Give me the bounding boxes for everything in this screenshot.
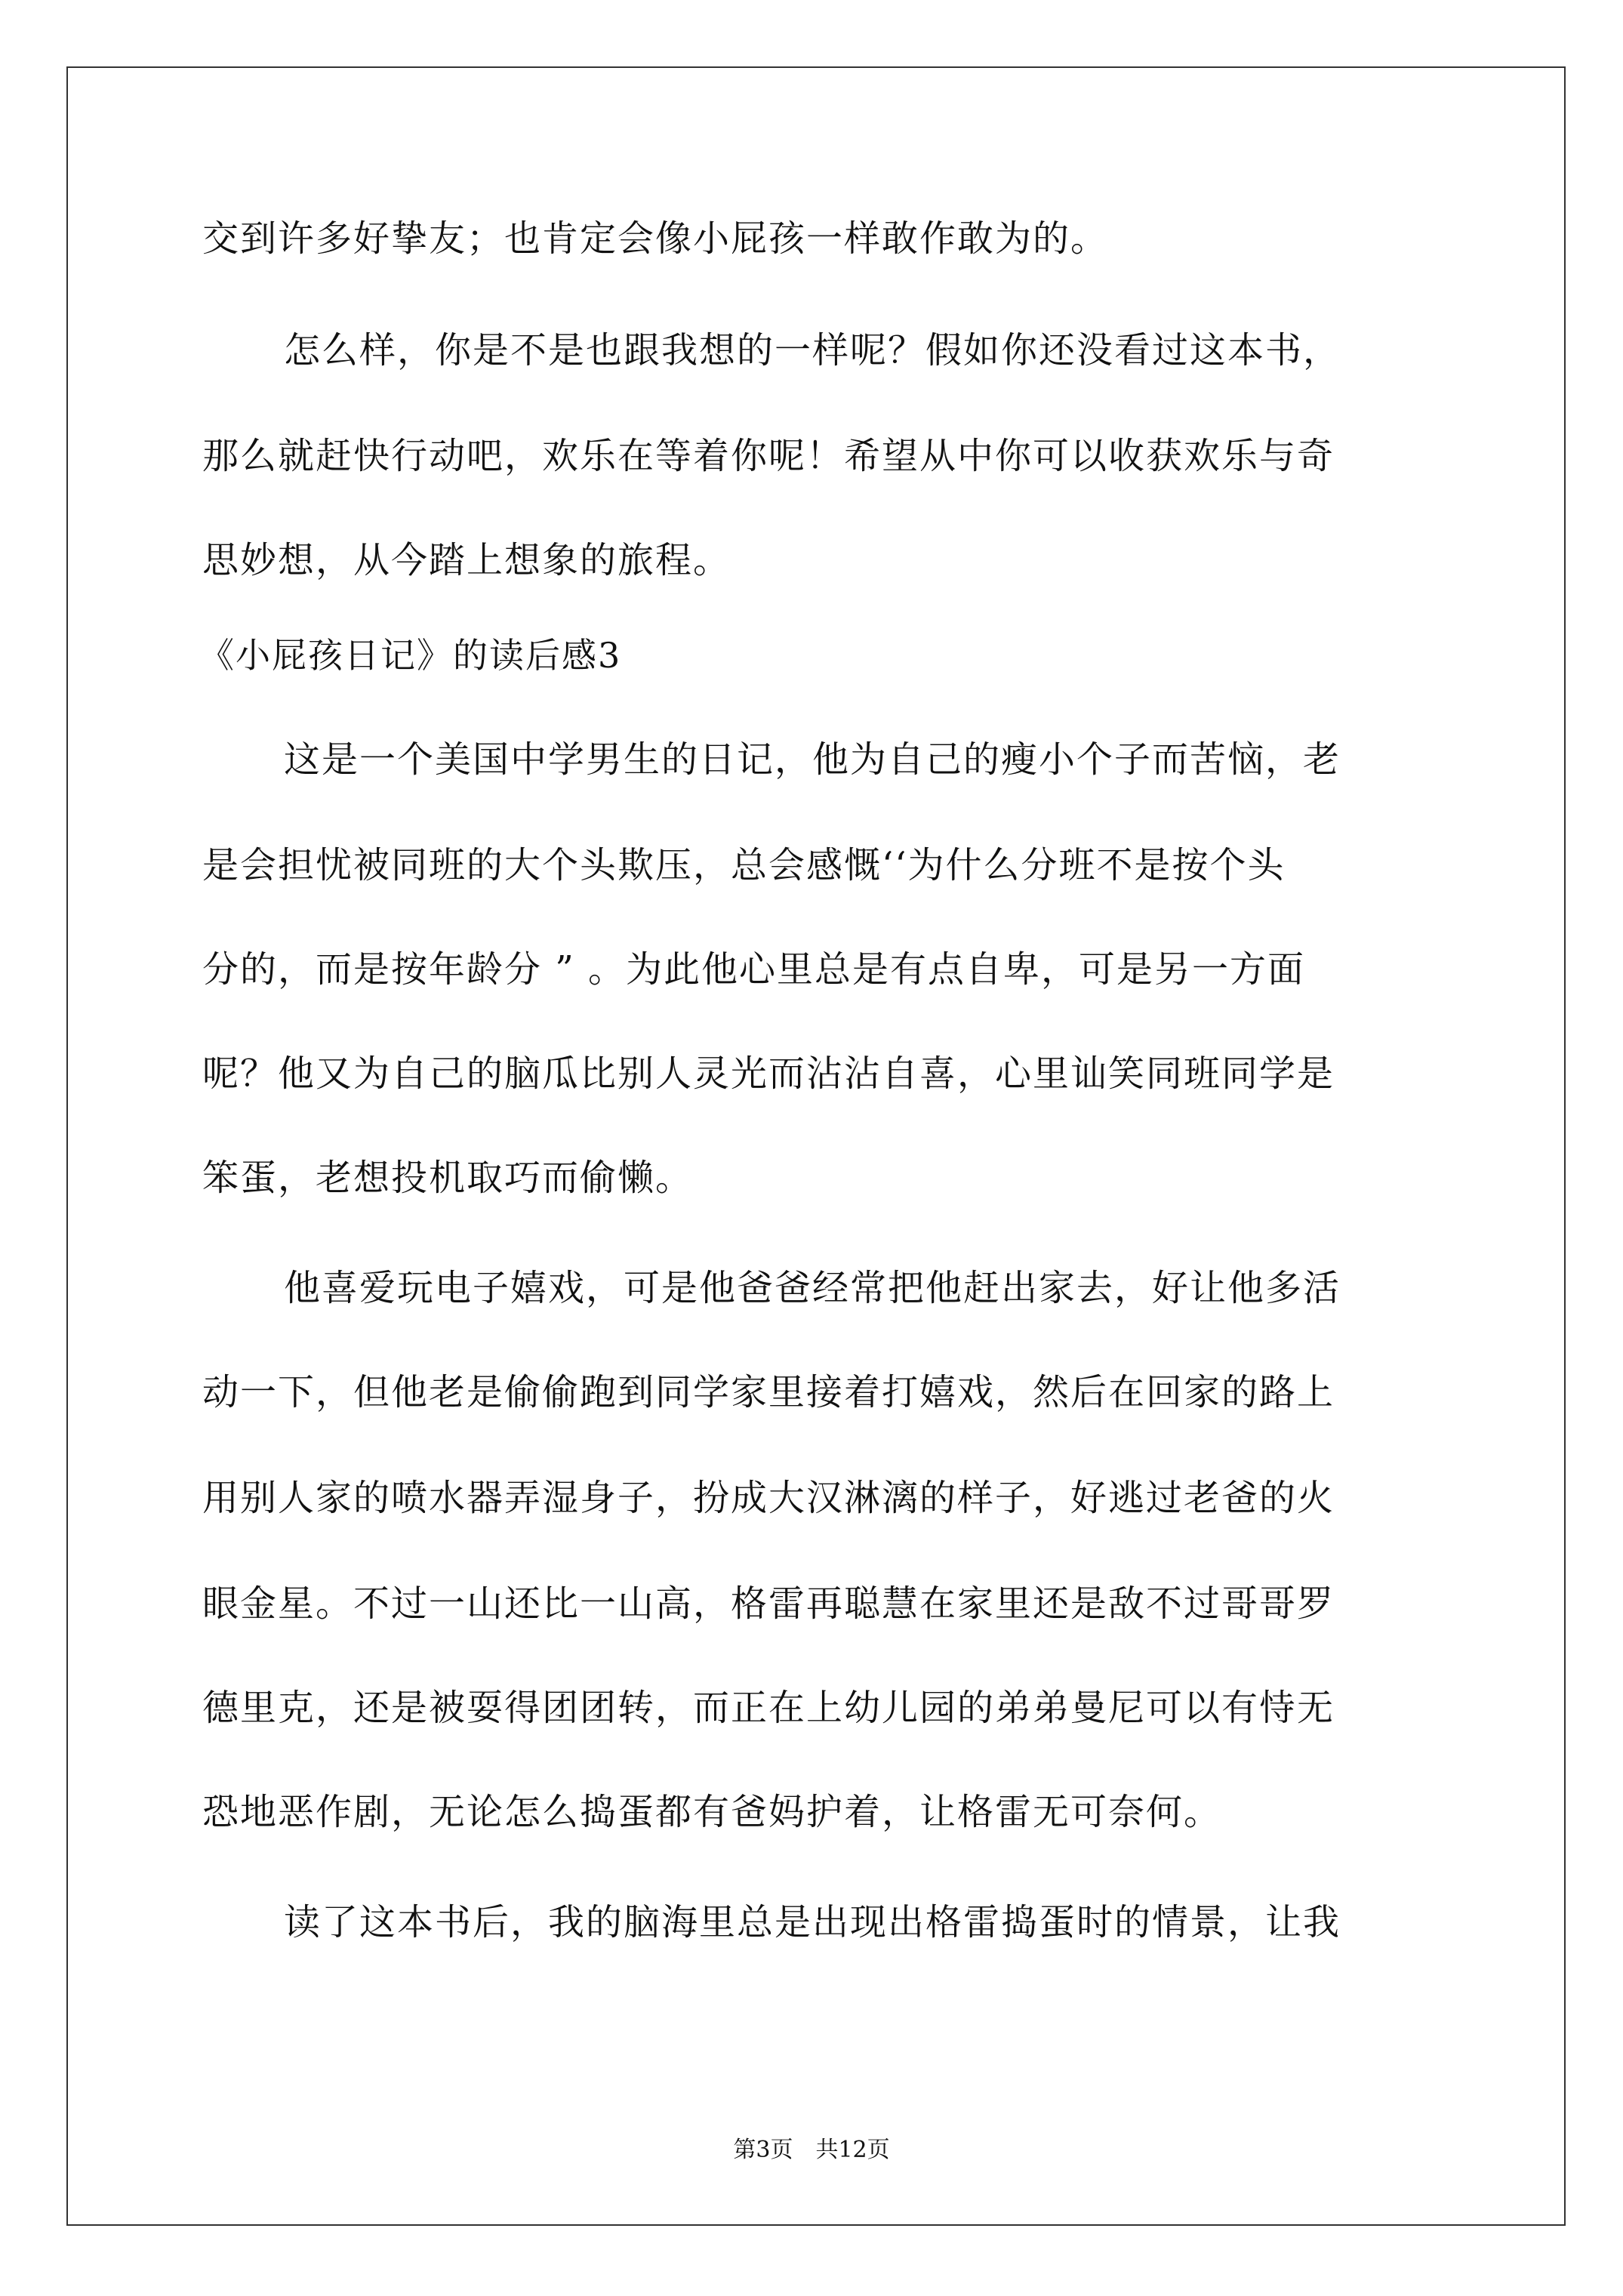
section-heading: 《小屁孩日记》的读后感3 bbox=[199, 635, 622, 676]
text-line: 分的，而是按年龄分 ” 。为此他心里总是有点自卑，可是另一方面 bbox=[202, 948, 1306, 991]
text-line: 动一下，但他老是偷偷跑到同学家里接着打嬉戏，然后在回家的路上 bbox=[202, 1371, 1335, 1413]
text-line: 交到许多好挚友；也肯定会像小屁孩一样敢作敢为的。 bbox=[202, 217, 1109, 260]
text-line: 他喜爱玩电子嬉戏，可是他爸爸经常把他赶出家去，好让他多活 bbox=[284, 1267, 1341, 1309]
page-number: 第3页 共12页 bbox=[733, 2137, 890, 2163]
text-line: 是会担忧被同班的大个头欺压，总会感慨‘‘为什么分班不是按个头 bbox=[202, 844, 1286, 886]
text-line: 恐地恶作剧，无论怎么捣蛋都有爸妈护着，让格雷无可奈何。 bbox=[202, 1791, 1222, 1833]
text-line: 笨蛋，老想投机取巧而偷懒。 bbox=[202, 1157, 694, 1199]
text-line: 读了这本书后，我的脑海里总是出现出格雷捣蛋时的情景，让我 bbox=[284, 1901, 1341, 1943]
text-line: 眼金星。不过一山还比一山高，格雷再聪慧在家里还是敌不过哥哥罗 bbox=[202, 1583, 1335, 1625]
text-line: 呢？他又为自己的脑瓜比别人灵光而沾沾自喜，心里讪笑同班同学是 bbox=[202, 1052, 1335, 1095]
text-line: 用别人家的喷水器弄湿身子，扮成大汉淋漓的样子，好逃过老爸的火 bbox=[202, 1477, 1335, 1519]
text-line: 这是一个美国中学男生的日记，他为自己的瘦小个子而苦恼，老 bbox=[284, 738, 1341, 781]
text-line: 怎么样，你是不是也跟我想的一样呢？假如你还没看过这本书， bbox=[284, 329, 1341, 371]
text-line: 那么就赶快行动吧，欢乐在等着你呢！希望从中你可以收获欢乐与奇 bbox=[202, 435, 1335, 477]
text-line: 德里克，还是被耍得团团转，而正在上幼儿园的弟弟曼尼可以有恃无 bbox=[202, 1687, 1335, 1729]
text-line: 思妙想，从今踏上想象的旅程。 bbox=[202, 539, 731, 581]
